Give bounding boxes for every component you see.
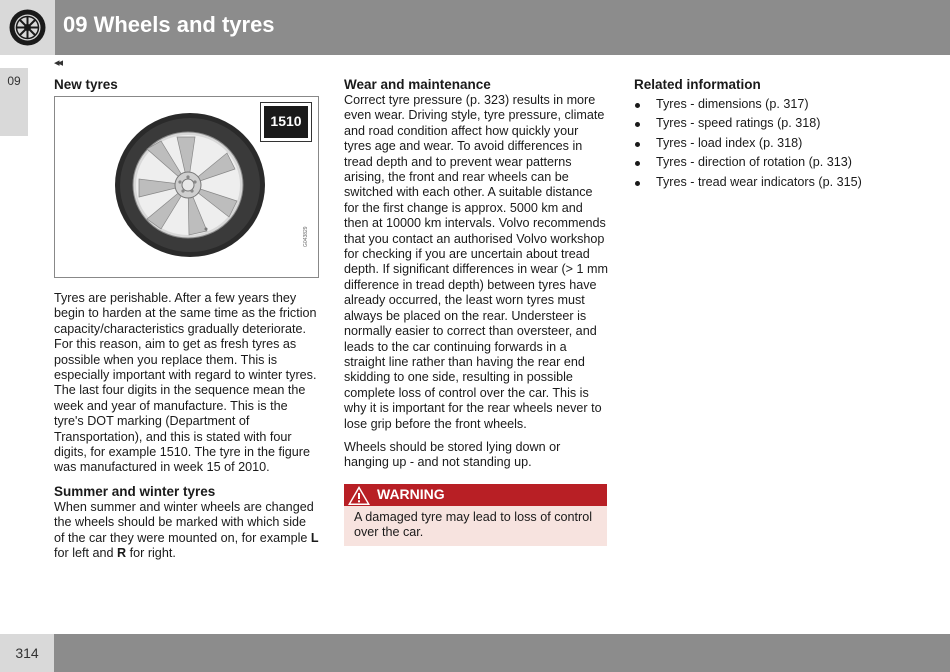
page-title: 09 Wheels and tyres [63,12,275,37]
column-left [54,77,319,562]
summer-text-part1: When summer and winter wheels are changed the wheels should be marked with which side of the car they were mounted on, for example [54,499,314,545]
wear-paragraph-1: Correct tyre pressure (p. 323) results in more even wear. Driving style, tyre pressure, climate and road condition affect how quickly your tyres age and wear. To avoid differences in tread depth and to prevent wear patterns arising, the front and rear wheels can be switched with each other. A suitable distance for the first change is approx. 5000 km and then at 10000 km intervals. Volvo recommends that you contact an authorised Volvo workshop for checking if you are uncertain about tread depth. If significant differences in wear (> 1 mm difference in tread depth) between tyres have already occurred, the least worn tyres must always be placed on the rear. Understeer is normally easier to correct than oversteer, and leads to the car continuing forwards in a straight line rather than having the rear end skidding to one side, resulting in possible complete loss of control over the car. This is why it is important for the rear wheels never to lose grip before the front wheels. [344,93,609,431]
new-tyres-paragraph: Tyres are perishable. After a few years they begin to harden at the same time as the friction capacity/characteristics gradually deteriorate. For this reason, aim to get as fresh tyres as possible when you replace them. This is especially important with regard to winter tyres. The last four digits in the sequence mean the week and year of manufacture. This is the tyre's DOT marking (Department of Transportation), and this is stated with four digits, for example 1510. The tyre in the figure was manufactured in week 15 of 2010. [54,291,317,475]
header-icon-box [0,0,55,55]
related-link-load-index[interactable] [634,134,924,153]
related-link-dimensions[interactable] [634,95,924,114]
section-heading-summer-winter: Summer and winter tyres [54,483,216,499]
bullet-icon [635,181,640,186]
section-heading-wear: Wear and maintenance [344,77,491,92]
page-number: 314 [0,634,54,672]
warning-header [344,484,607,506]
summer-text-part3: for right. [126,546,176,561]
page-header [0,0,950,55]
wheel-icon [8,8,47,47]
related-link-tread-wear[interactable] [634,173,924,192]
related-link-label: Tyres - dimensions (p. 317) [656,97,809,111]
related-links-list [634,95,924,192]
summer-winter-paragraph [54,500,319,562]
warning-triangle-icon [347,485,371,506]
related-link-label: Tyres - speed ratings (p. 318) [656,116,821,131]
bullet-icon [635,122,640,127]
related-link-speed-ratings[interactable] [634,114,924,133]
dot-code-text: 1510 [264,106,308,138]
chapter-tab[interactable] [0,68,28,136]
warning-title: WARNING [377,485,445,502]
bullet-icon [635,142,640,147]
related-link-label: Tyres - direction of rotation (p. 313) [656,155,852,170]
section-heading-related: Related information [634,77,761,92]
column-middle [344,77,608,546]
warning-box [344,484,607,546]
left-marker: L [310,530,319,545]
page-footer [0,634,950,672]
summer-text-part2: for left and [54,546,118,561]
tyre-figure [54,96,319,278]
bullet-icon [635,103,640,108]
related-link-label: Tyres - tread wear indicators (p. 315) [656,174,862,189]
double-chevron-left-icon[interactable]: ◂◂ [54,57,62,69]
right-marker: R [117,546,127,561]
dot-code-callout [260,102,312,142]
bullet-icon [635,161,640,166]
column-right [634,77,924,192]
chapter-tab-label: 09 [7,74,21,88]
figure-code: G043829 [303,226,309,247]
warning-text: A damaged tyre may lead to loss of control over the car. [344,506,607,546]
section-heading-new-tyres: New tyres [54,77,118,92]
wear-paragraph-2: Wheels should be stored lying down or hanging up - and not standing up. [344,439,561,470]
related-link-label: Tyres - load index (p. 318) [656,135,803,150]
related-link-direction[interactable] [634,153,924,172]
